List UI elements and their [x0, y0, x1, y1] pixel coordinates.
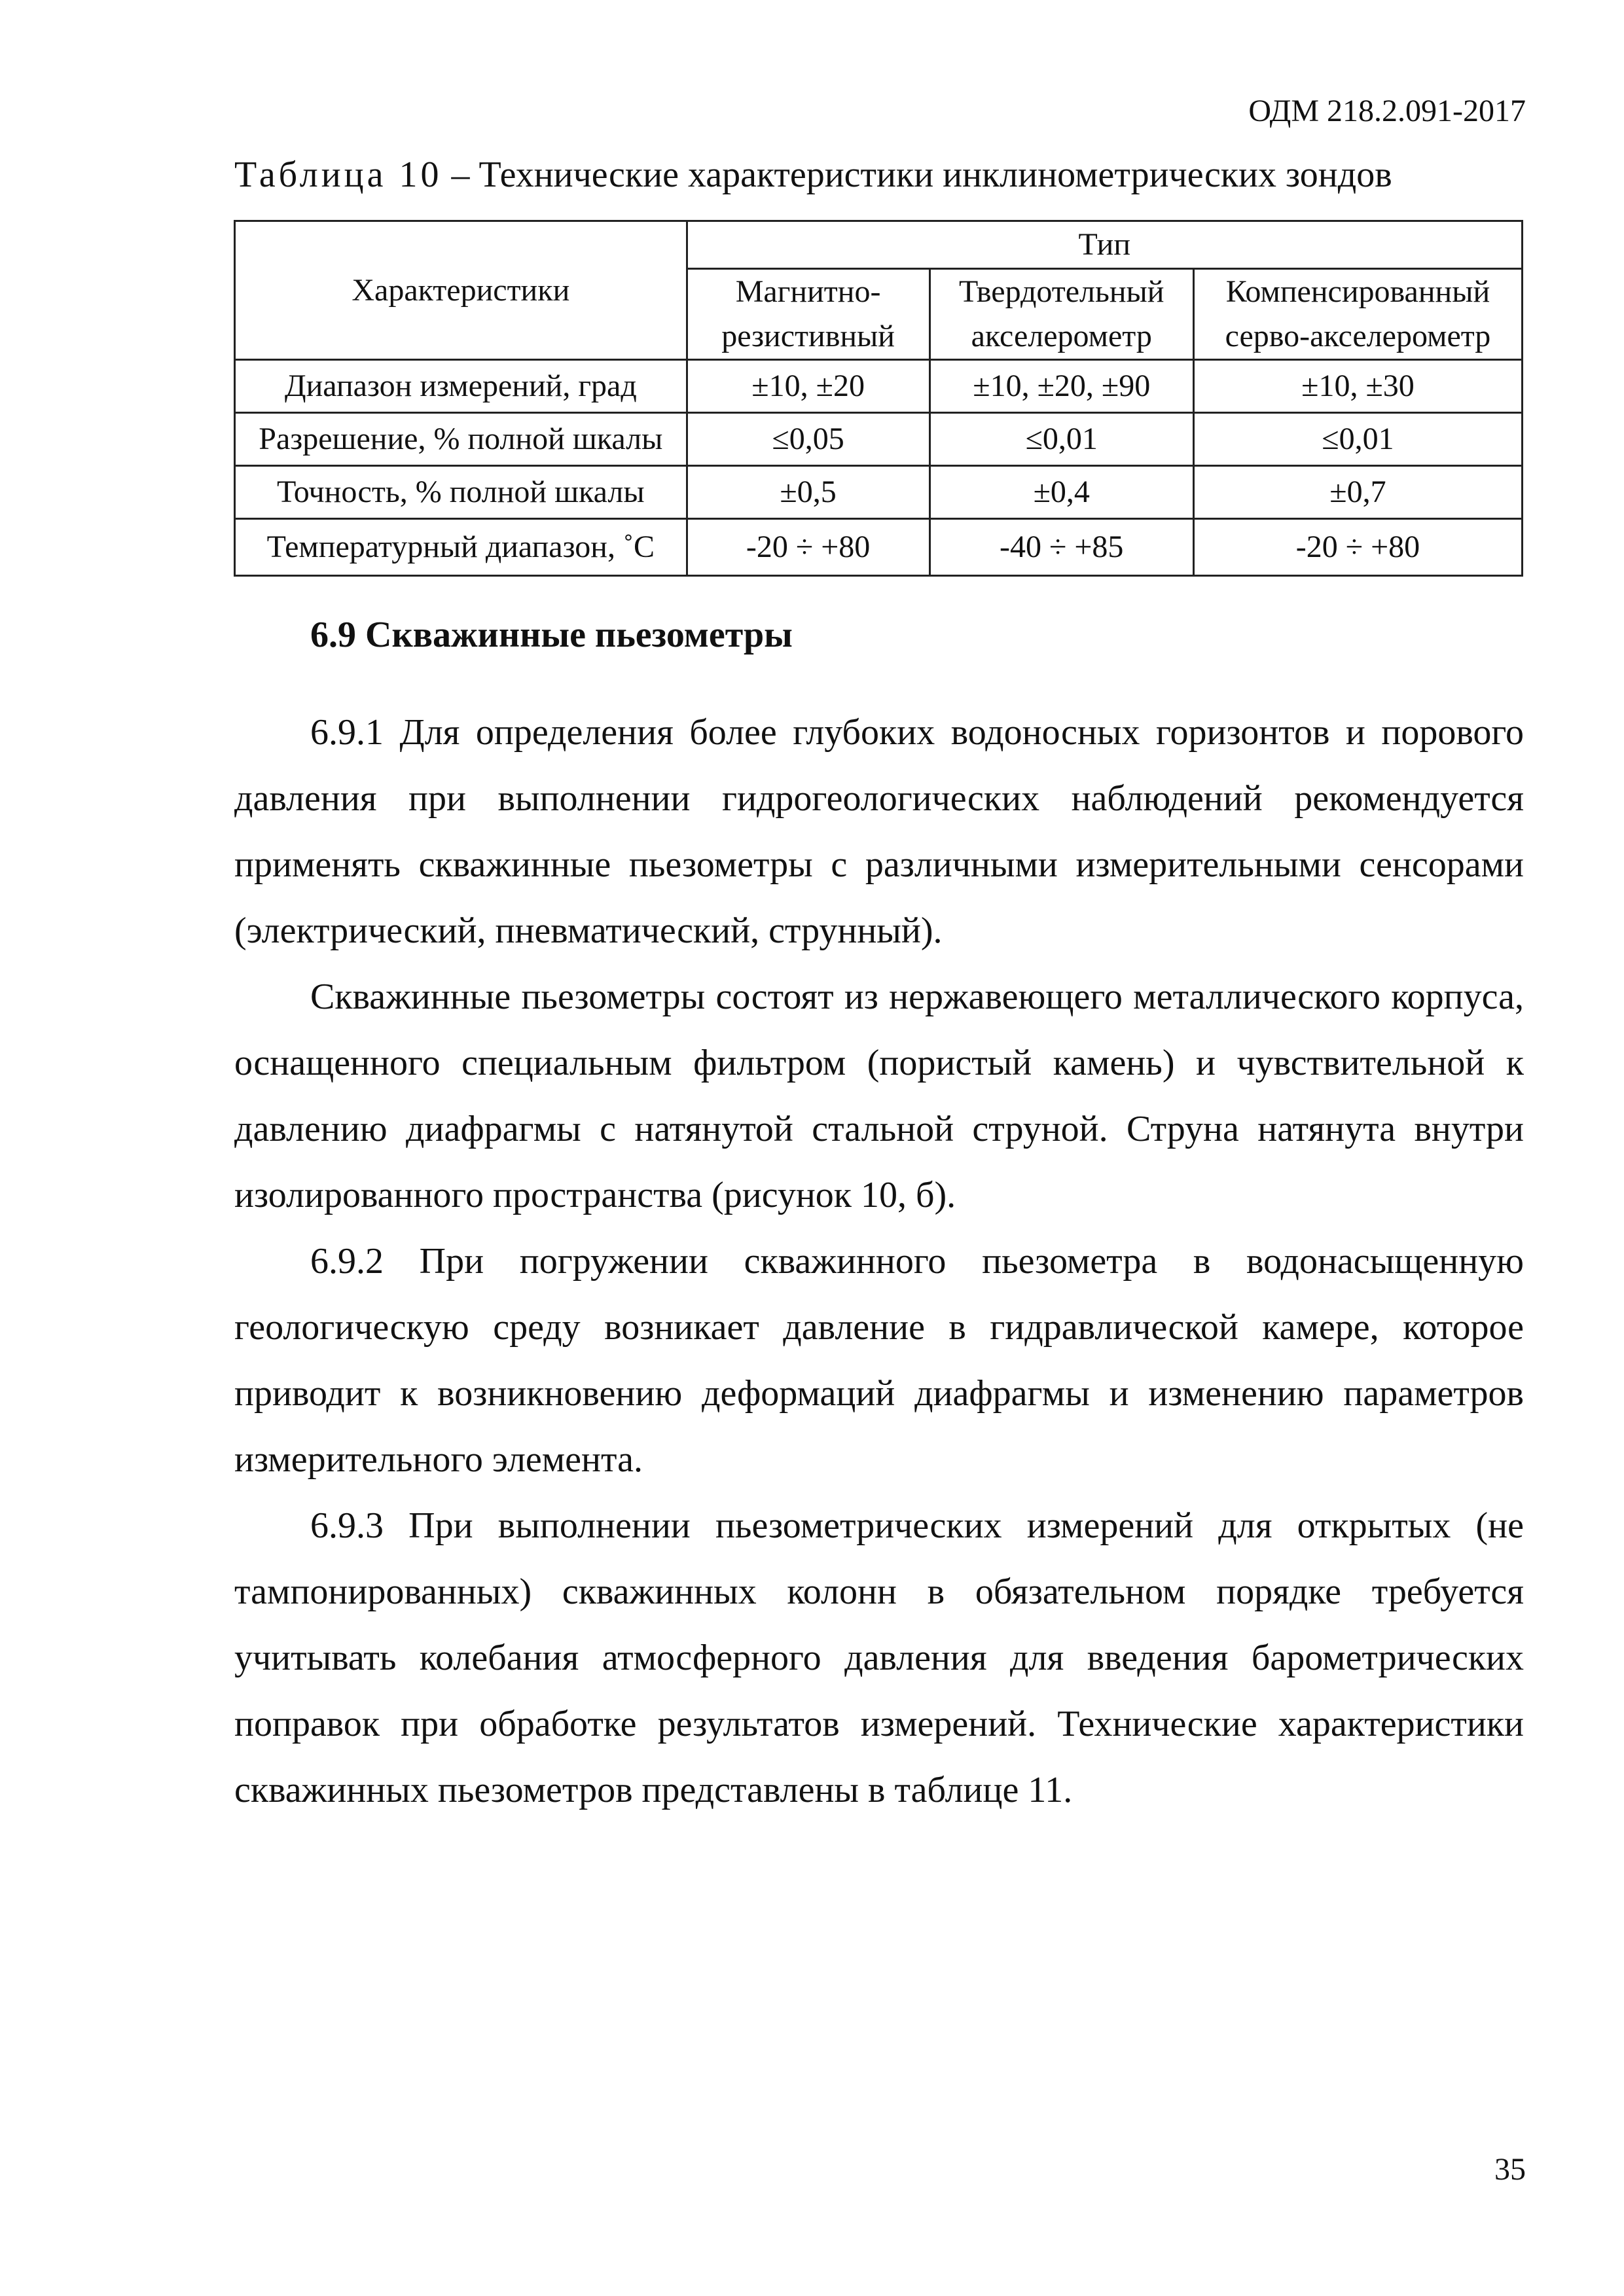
document-code: ОДМ 218.2.091-2017 [1248, 94, 1526, 128]
table-row [235, 519, 1523, 576]
header-type-col-3-line2: серво-акселерометр [1225, 319, 1491, 353]
table-cell: ≤0,01 [1193, 413, 1522, 466]
table-cell: -40 ÷ +85 [929, 519, 1193, 576]
table-row [235, 413, 1523, 466]
table-cell: ±10, ±30 [1193, 360, 1522, 413]
header-type-col-2 [929, 269, 1193, 360]
inclinometer-specs-table [234, 220, 1523, 577]
page-number: 35 [1494, 2152, 1526, 2187]
table-caption-label: Таблица 10 [234, 154, 442, 195]
row-label: Разрешение, % полной шкалы [235, 413, 687, 466]
header-type-col-2-line2: акселерометр [971, 319, 1152, 353]
header-type-col-3-line1: Компенсированный [1225, 274, 1490, 309]
paragraph-6-9-3: 6.9.3 При выполнении пьезометрических измерений для открытых (не тампонированных) скважинных колонн в обязательном порядке требуется учитывать колебания атмосферного давления для введения барометрических поправок при обработке результатов измерений. Технические характеристики скважинных пьезометров представлены в таблице 11. [234, 1505, 1524, 1810]
row-label: Температурный диапазон, ˚С [235, 519, 687, 576]
table-cell: ±0,4 [929, 466, 1193, 519]
table-caption [234, 152, 1392, 198]
header-type-col-2-line1: Твердотельный [958, 274, 1164, 309]
table-row [235, 360, 1523, 413]
header-type-col-3 [1193, 269, 1522, 360]
table-cell: ±10, ±20, ±90 [929, 360, 1193, 413]
header-characteristics: Характеристики [235, 221, 687, 360]
table-cell: ±10, ±20 [687, 360, 929, 413]
table-cell: ±0,7 [1193, 466, 1522, 519]
table-cell: -20 ÷ +80 [687, 519, 929, 576]
table-cell: ≤0,01 [929, 413, 1193, 466]
table-caption-text: – Технические характеристики инклинометрических зондов [442, 154, 1392, 195]
body-text [234, 700, 1524, 1823]
row-label: Точность, % полной шкалы [235, 466, 687, 519]
paragraph-6-9-1: 6.9.1 Для определения более глубоких водоносных горизонтов и порового давления при выполнении гидрогеологических наблюдений рекомендуется применять скважинные пьезометры с различными измерительными сенсорами (электрический, пневматический, струнный). [234, 712, 1524, 951]
table-cell: -20 ÷ +80 [1193, 519, 1522, 576]
row-label: Диапазон измерений, град [235, 360, 687, 413]
header-type-col-1-line1: Магнитно- [735, 274, 881, 309]
table-cell: ±0,5 [687, 466, 929, 519]
section-heading: 6.9 Скважинные пьезометры [310, 615, 793, 655]
paragraph-piezometer-construction: Скважинные пьезометры состоят из нержавеющего металлического корпуса, оснащенного специальным фильтром (пористый камень) и чувствительной к давлению диафрагмы с натянутой стальной струной. Струна натянута внутри изолированного пространства (рисунок 10, б). [234, 977, 1524, 1215]
table-cell: ≤0,05 [687, 413, 929, 466]
table-row [235, 466, 1523, 519]
paragraph-6-9-2: 6.9.2 При погружении скважинного пьезометра в водонасыщенную геологическую среду возникает давление в гидравлической камере, которое приводит к возникновению деформаций диафрагмы и изменению параметров измерительного элемента. [234, 1241, 1524, 1480]
header-type-col-1-line2: резистивный [721, 319, 895, 353]
header-type: Тип [687, 221, 1522, 269]
header-type-col-1 [687, 269, 929, 360]
